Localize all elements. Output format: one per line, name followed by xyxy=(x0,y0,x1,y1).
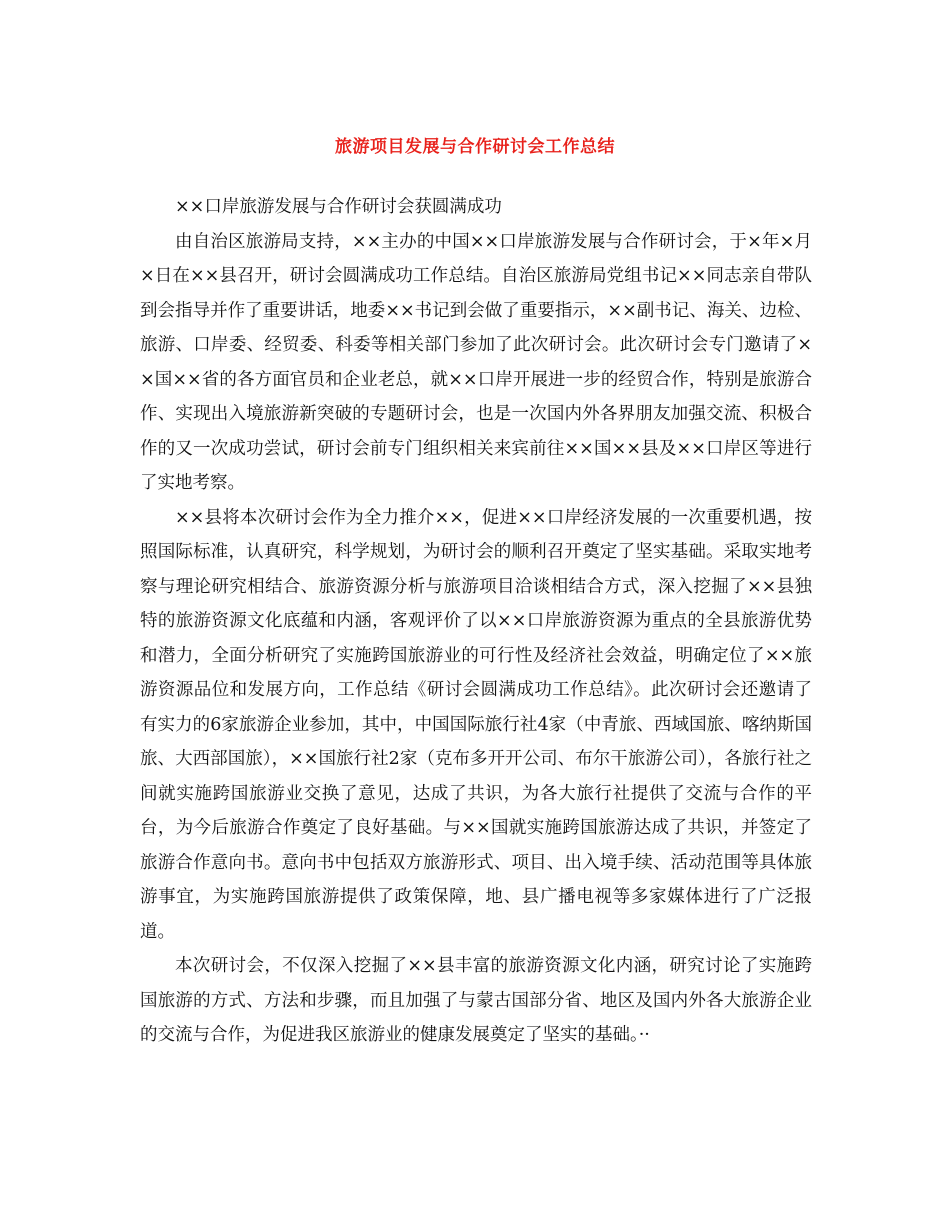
body-paragraph-2: ××县将本次研讨会作为全力推介××，促进××口岸经济发展的一次重要机遇，按照国际标准，认真研究，科学规划，为研讨会的顺利召开奠定了坚实基础。采取实地考察与理论研究相结合、旅游资源分析与旅游项目洽谈相结合方式，深入挖掘了××县独特的旅游资源文化底蕴和内涵，客观评价了以××口岸旅游资源为重点的全县旅游优势和潜力，全面分析研究了实施跨国旅游业的可行性及经济社会效益，明确定位了××旅游资源品位和发展方向，工作总结《研讨会圆满成功工作总结》。此次研讨会还邀请了有实力的6家旅游企业参加，其中，中国国际旅行社4家（中青旅、西域国旅、喀纳斯国旅、大西部国旅），××国旅行社2家（克布多开开公司、布尔干旅游公司），各旅行社之间就实施跨国旅游业交换了意见，达成了共识，为各大旅行社提供了交流与合作的平台，为今后旅游合作奠定了良好基础。与××国就实施跨国旅游达成了共识，并签定了旅游合作意向书。意向书中包括双方旅游形式、项目、出入境手续、活动范围等具体旅游事宜，为实施跨国旅游提供了政策保障，地、县广播电视等多家媒体进行了广泛报道。 xyxy=(140,507,812,942)
document-body xyxy=(140,190,812,1053)
body-paragraph-1: 由自治区旅游局支持，××主办的中国××口岸旅游发展与合作研讨会，于×年×月×日在××县召开，研讨会圆满成功工作总结。自治区旅游局党组书记××同志亲自带队到会指导并作了重要讲话，地委××书记到会做了重要指示，××副书记、海关、边检、旅游、口岸委、经贸委、科委等相关部门参加了此次研讨会。此次研讨会专门邀请了××国××省的各方面官员和企业老总，就××口岸开展进一步的经贸合作，特别是旅游合作、实现出入境旅游新突破的专题研讨会，也是一次国内外各界朋友加强交流、积极合作的又一次成功尝试，研讨会前专门组织相关来宾前往××国××县及××口岸区等进行了实地考察。 xyxy=(140,231,812,493)
document-title: 旅游项目发展与合作研讨会工作总结 xyxy=(335,137,615,158)
body-paragraph-3: 本次研讨会，不仅深入挖掘了××县丰富的旅游资源文化内涵，研究讨论了实施跨国旅游的方式、方法和步骤，而且加强了与蒙古国部分省、地区及国内外各大旅游企业的交流与合作，为促进我区旅游业的健康发展奠定了坚实的基础。·· xyxy=(140,956,812,1045)
subtitle-paragraph: ××口岸旅游发展与合作研讨会获圆满成功 xyxy=(175,197,502,217)
